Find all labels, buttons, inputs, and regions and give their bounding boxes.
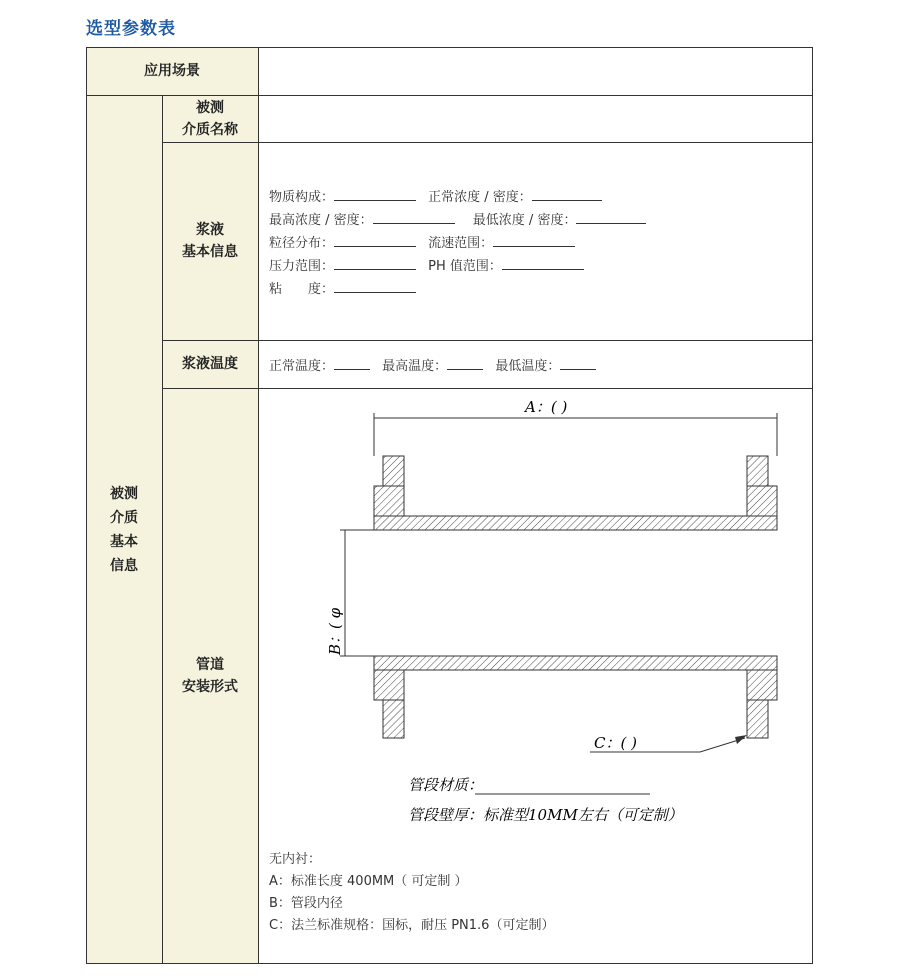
ph-range-label: PH 值范围： [428, 259, 502, 274]
group-label-line3: 基本 [110, 533, 138, 550]
slurry-info-line1: 浆液 [196, 222, 224, 238]
left-flange-bottom [374, 670, 404, 700]
application-scenario-text: 应用场景 [144, 63, 200, 79]
group-label-line4: 信息 [110, 557, 138, 574]
left-flange-top-bolt [383, 456, 404, 486]
right-flange-top-bolt [747, 456, 768, 486]
pipe-wall-top [374, 516, 777, 530]
note-line: C：法兰标准规格：国标，耐压 PN1.6（可定制） [269, 918, 555, 933]
pipe-material-text: 管段材质： [408, 776, 484, 794]
dimension-c-text: C：( ) [594, 734, 637, 752]
flow-range-label: 流速范围： [428, 236, 494, 251]
right-flange-bottom-bolt [747, 700, 768, 738]
left-flange-top [374, 486, 404, 516]
particle-label: 粒径分布： [269, 236, 335, 251]
slurry-info-line2: 基本信息 [182, 244, 238, 260]
normal-conc-label: 正常浓度 / 密度： [428, 190, 532, 205]
dimension-a-text: A：( ) [525, 398, 568, 416]
medium-name-line2: 介质名称 [182, 121, 238, 138]
note-line: A：标准长度 400MM（ 可定制 ） [269, 874, 468, 889]
viscosity-label: 粘 度： [269, 282, 335, 297]
pipe-install-line2: 安装形式 [182, 679, 238, 695]
group-label-line2: 介质 [110, 509, 138, 526]
pipe-install-line1: 管道 [196, 657, 224, 673]
max-conc-label: 最高浓度 / 密度： [269, 213, 373, 228]
slurry-temp-text: 浆液温度 [182, 356, 238, 372]
normal-temp-label: 正常温度： [269, 359, 335, 374]
min-temp-label: 最低温度： [495, 359, 561, 374]
left-flange-bottom-bolt [383, 700, 404, 738]
right-flange-top [747, 486, 777, 516]
pressure-range-label: 压力范围： [269, 259, 335, 274]
right-flange-bottom [747, 670, 777, 700]
group-label-line1: 被测 [110, 485, 138, 502]
note-line: 无内衬： [269, 852, 322, 867]
medium-name-line1: 被测 [196, 99, 224, 116]
pipe-wall-bottom [374, 656, 777, 670]
notes-block [269, 849, 554, 937]
note-line: B：管段内径 [269, 896, 343, 911]
composition-label: 物质构成： [269, 190, 335, 205]
page-title: 选型参数表 [86, 19, 176, 39]
dimension-b-text: B：( φ [326, 607, 344, 655]
pipe-wall-text: 管段壁厚：标准型10MM左右（可定制） [408, 806, 683, 824]
min-conc-label: 最低浓度 / 密度： [472, 213, 577, 228]
max-temp-label: 最高温度： [382, 359, 448, 374]
